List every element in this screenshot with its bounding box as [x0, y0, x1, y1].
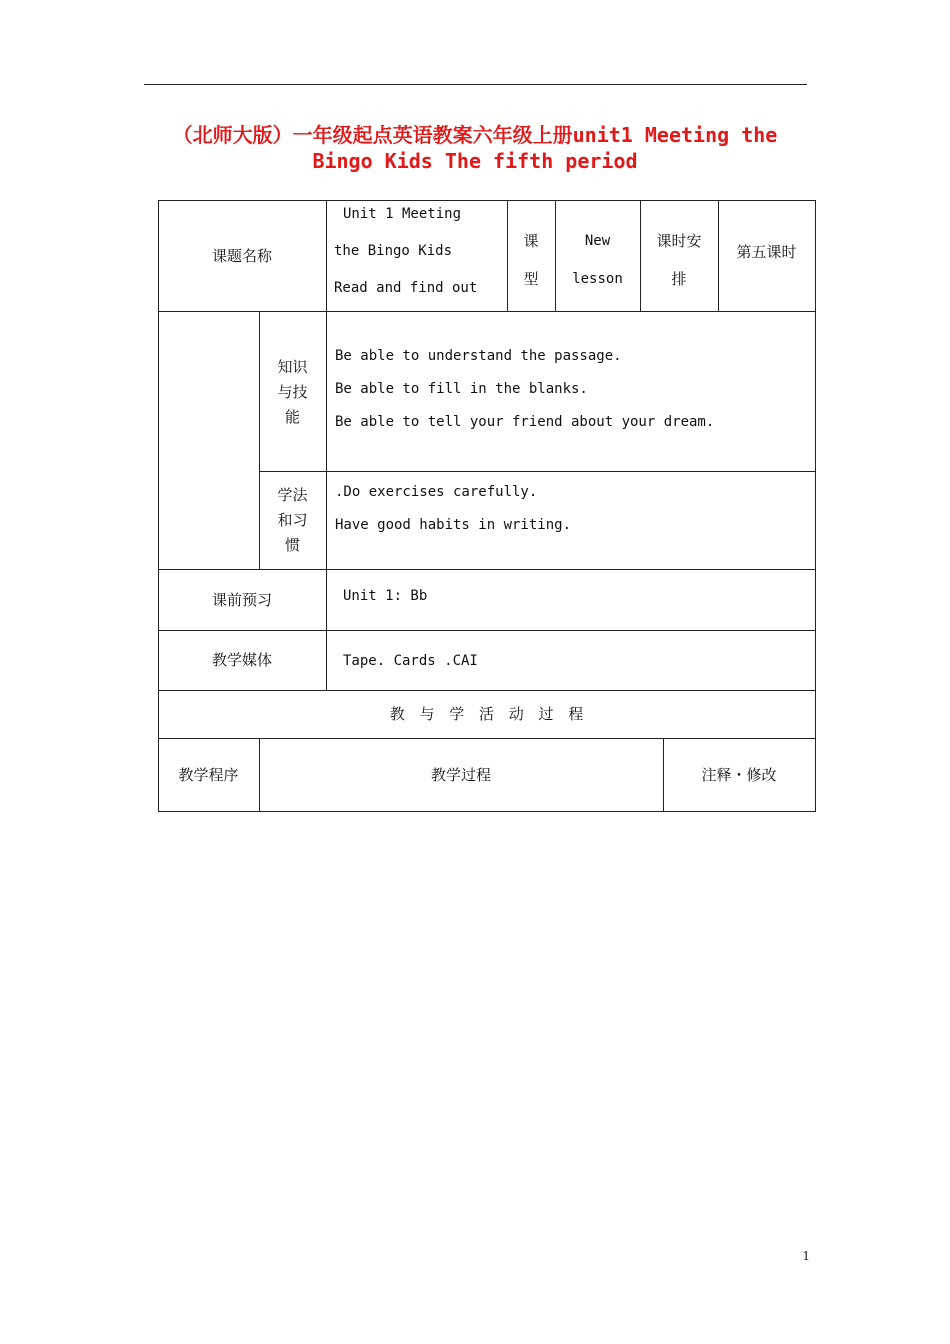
table-row-divider: [158, 690, 816, 691]
habits-label-line: 和习: [277, 511, 308, 529]
knowledge-objective: Be able to tell your friend about your dream.: [335, 414, 715, 430]
preview-value: Unit 1: Bb: [343, 588, 428, 604]
knowledge-objective: Be able to understand the passage.: [335, 348, 622, 364]
knowledge-label: [259, 355, 326, 430]
habits-label-line: 学法: [277, 486, 308, 504]
knowledge-objectives: [335, 340, 810, 439]
header-rule: [144, 84, 807, 85]
title-line-1: （北师大版）一年级起点英语教案六年级上册unit1 Meeting the: [172, 123, 778, 147]
col-notes: 注释・修改: [701, 765, 777, 784]
document-title: [150, 122, 800, 174]
media-value: Tape. Cards .CAI: [343, 653, 478, 669]
schedule-label: [640, 222, 718, 298]
knowledge-label-line: 与技: [277, 383, 308, 401]
lesson-name-line: Unit 1 Meeting: [343, 206, 462, 222]
lesson-type-label-line: 课: [523, 232, 539, 250]
table-col-divider: [507, 200, 508, 311]
table-col-divider: [259, 738, 260, 811]
habits-label: [259, 483, 326, 558]
col-process: 教学过程: [430, 765, 491, 784]
lesson-type-value-line: New: [584, 233, 611, 249]
knowledge-label-line: 知识: [277, 358, 308, 376]
table-row-divider: [158, 630, 816, 631]
schedule-value: 第五课时: [736, 242, 797, 261]
table-col-divider: [640, 200, 641, 311]
lesson-type-label-line: 型: [523, 270, 539, 288]
knowledge-label-line: 能: [284, 408, 300, 426]
lesson-type-label: [507, 222, 555, 298]
table-col-divider: [259, 311, 260, 569]
title-line-2: Bingo Kids The fifth period: [312, 149, 638, 173]
lesson-name-line: Read and find out: [334, 280, 478, 296]
col-procedure: 教学程序: [178, 765, 239, 784]
lesson-name-value: [334, 204, 506, 309]
table-col-divider: [326, 200, 327, 691]
habits-objective: .Do exercises carefully.: [335, 484, 538, 500]
table-col-divider: [663, 738, 664, 811]
table-row-divider: [158, 569, 816, 570]
process-heading: 教 与 学 活 动 过 程: [389, 705, 584, 723]
table-border-right: [815, 200, 816, 812]
table-row-divider: [158, 738, 816, 739]
media-label: 教学媒体: [211, 651, 272, 669]
table-row-divider: [259, 471, 816, 472]
table-border-left: [158, 200, 159, 812]
lesson-name-line: the Bingo Kids: [334, 243, 453, 259]
preview-label: 课前预习: [211, 591, 272, 609]
table-row-divider: [158, 311, 816, 312]
knowledge-objective: Be able to fill in the blanks.: [335, 381, 588, 397]
schedule-label-line: 课时安: [656, 232, 702, 250]
lesson-name-label: 课题名称: [211, 246, 272, 265]
lesson-type-value: [555, 222, 640, 298]
habits-label-line: 惯: [284, 536, 300, 554]
lesson-type-value-line: lesson: [572, 271, 623, 287]
habits-objective: Have good habits in writing.: [335, 517, 572, 533]
table-col-divider: [555, 200, 556, 311]
habits-objectives: [335, 476, 810, 542]
page-number: 1: [802, 1249, 810, 1263]
table-border-bottom: [158, 811, 816, 812]
schedule-label-line: 排: [671, 270, 687, 288]
table-col-divider: [718, 200, 719, 311]
